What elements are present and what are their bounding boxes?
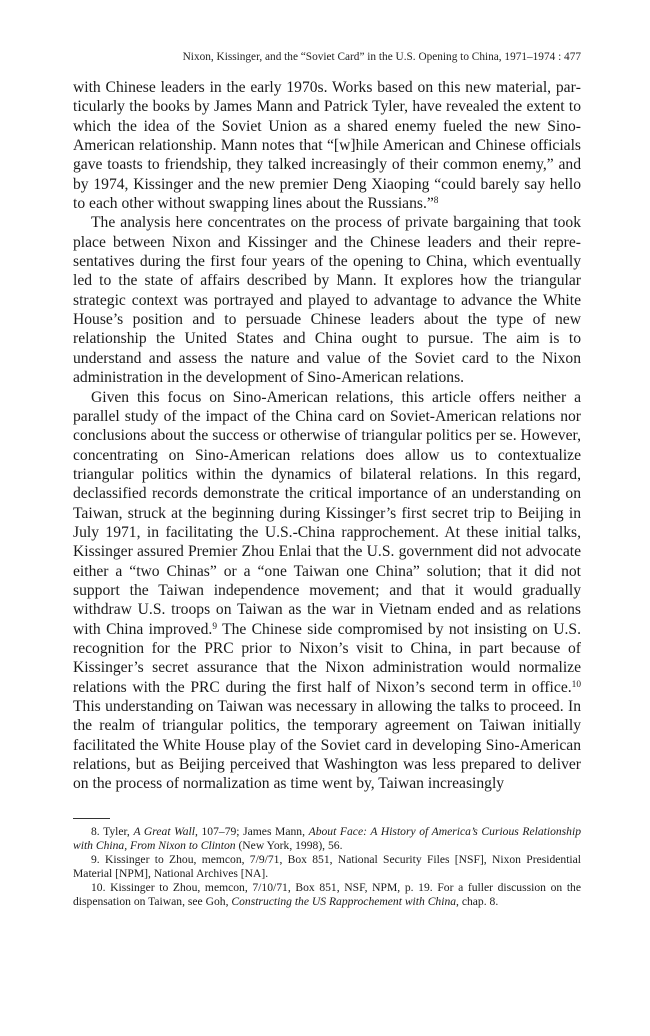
footnote-ref-8: 8 bbox=[433, 195, 439, 206]
footnote-title: A Great Wall bbox=[133, 825, 195, 838]
paragraph-3-text-a: Given this focus on Sino-American relations, this article offers neither a parallel study of the impact of the China card on Soviet-American relations nor conclusions about the success or otherwise of triangular politics per se. However, concentrating on Sino-American relations does allow us to contextualize triangular politics within the dynamics of bilateral relations. In this regard, declassified records demonstrate the critical importance of an understanding on Taiwan, struck at the beginning during Kissinger’s first secret trip to Beijing in July 1971, in facilitating the U.S.-China rapprochement. At these initial talks, Kissinger assured Premier Zhou Enlai that the U.S. government did not advocate either a “two Chinas” or a “one Taiwan one China” solution; that it did not support the Taiwan independence movement; and that it would gradually withdraw U.S. troops on Taiwan as the war in Vietnam ended and as relations with China improved. bbox=[73, 388, 581, 638]
running-head: Nixon, Kissinger, and the “Soviet Card” in the U.S. Opening to China, 1971–1974 : 477 bbox=[182, 51, 581, 63]
footnote-ref-9: 9 bbox=[212, 621, 218, 632]
paragraph-1 bbox=[73, 78, 581, 213]
footnote-text: , 107–79; James Mann, bbox=[195, 825, 309, 838]
footnote-8 bbox=[73, 825, 581, 853]
footnote-ref-10: 10 bbox=[571, 679, 581, 690]
paragraph-1-text: with Chinese leaders in the early 1970s. Works based on this new material, particularly the books by James Mann and Patrick Tyler, have revealed the extent to which the idea of the Soviet Union as a shared enemy fueled the new Sino-American relationship. Mann notes that “[w]hile American and Chinese officials gave toasts to friendship, they talked increasingly of their common enemy,” and by 1974, Kissinger and the new premier Deng Xiaoping “could barely say hello to each other without swapping lines about the Russians.” bbox=[73, 79, 581, 213]
footnote-divider bbox=[73, 818, 110, 819]
footnote-text: Kissinger to Zhou, memcon, 7/9/71, Box 851, National Security Files [NSF], Nixon Presidential Material [NPM], National Archives [NA]. bbox=[73, 852, 581, 880]
footnote-text: Kissinger to Zhou, memcon, 7/10/71, Box 851, NSF, NPM, p. 19. For a fuller discussion on the dispensation on Taiwan, see Goh, bbox=[73, 880, 581, 908]
footnote-text: (New York, 1998), 56. bbox=[235, 838, 343, 852]
footnotes bbox=[73, 825, 581, 908]
paragraph-3-text-c: This understanding on Taiwan was necessary in allowing the talks to proceed. In the realm of triangular politics, the temporary agreement on Taiwan initially facilitated the White House play of the Soviet card in developing Sino-American relations, but as Beijing perceived that Washington was less prepared to deliver on the process of normalization as time went by, Taiwan increasingly bbox=[73, 698, 581, 793]
footnote-10 bbox=[73, 881, 581, 909]
footnote-text: , chap. 8. bbox=[456, 894, 499, 908]
footnote-text: Tyler, bbox=[99, 825, 134, 838]
article-body bbox=[73, 78, 581, 794]
footnote-title: Constructing the US Rapprochement with China bbox=[231, 894, 457, 908]
footnote-9 bbox=[73, 853, 581, 881]
paragraph-3 bbox=[73, 388, 581, 794]
footnote-title: About Face: A History of America’s Curious Relationship with China, From Nixon to Clinton bbox=[73, 825, 581, 852]
footnote-number: 8. bbox=[91, 825, 100, 838]
footnote-number: 9. bbox=[91, 852, 100, 866]
paragraph-2: The analysis here concentrates on the process of private bargaining that took place between Nixon and Kissinger and the Chinese leaders and their representatives during the first four years of the opening to China, which eventually led to the state of affairs described by Mann. It explores how the triangular strategic context was portrayed and played to advantage to advance the White House’s position and to persuade Chinese leaders about the type of new relationship the United States and China ought to pursue. The aim is to understand and assess the nature and value of the Soviet card to the Nixon administration in the development of Sino-American relations. bbox=[73, 214, 581, 387]
footnote-number: 10. bbox=[91, 880, 106, 894]
paragraph-3-text-b: The Chinese side compromised by not insisting on U.S. recognition for the PRC prior to Nixon’s visit to China, in part because of Kissinger’s secret assurance that the Nixon administration would normalize relations with the PRC during the first half of Nixon’s second term in office. bbox=[73, 620, 581, 696]
